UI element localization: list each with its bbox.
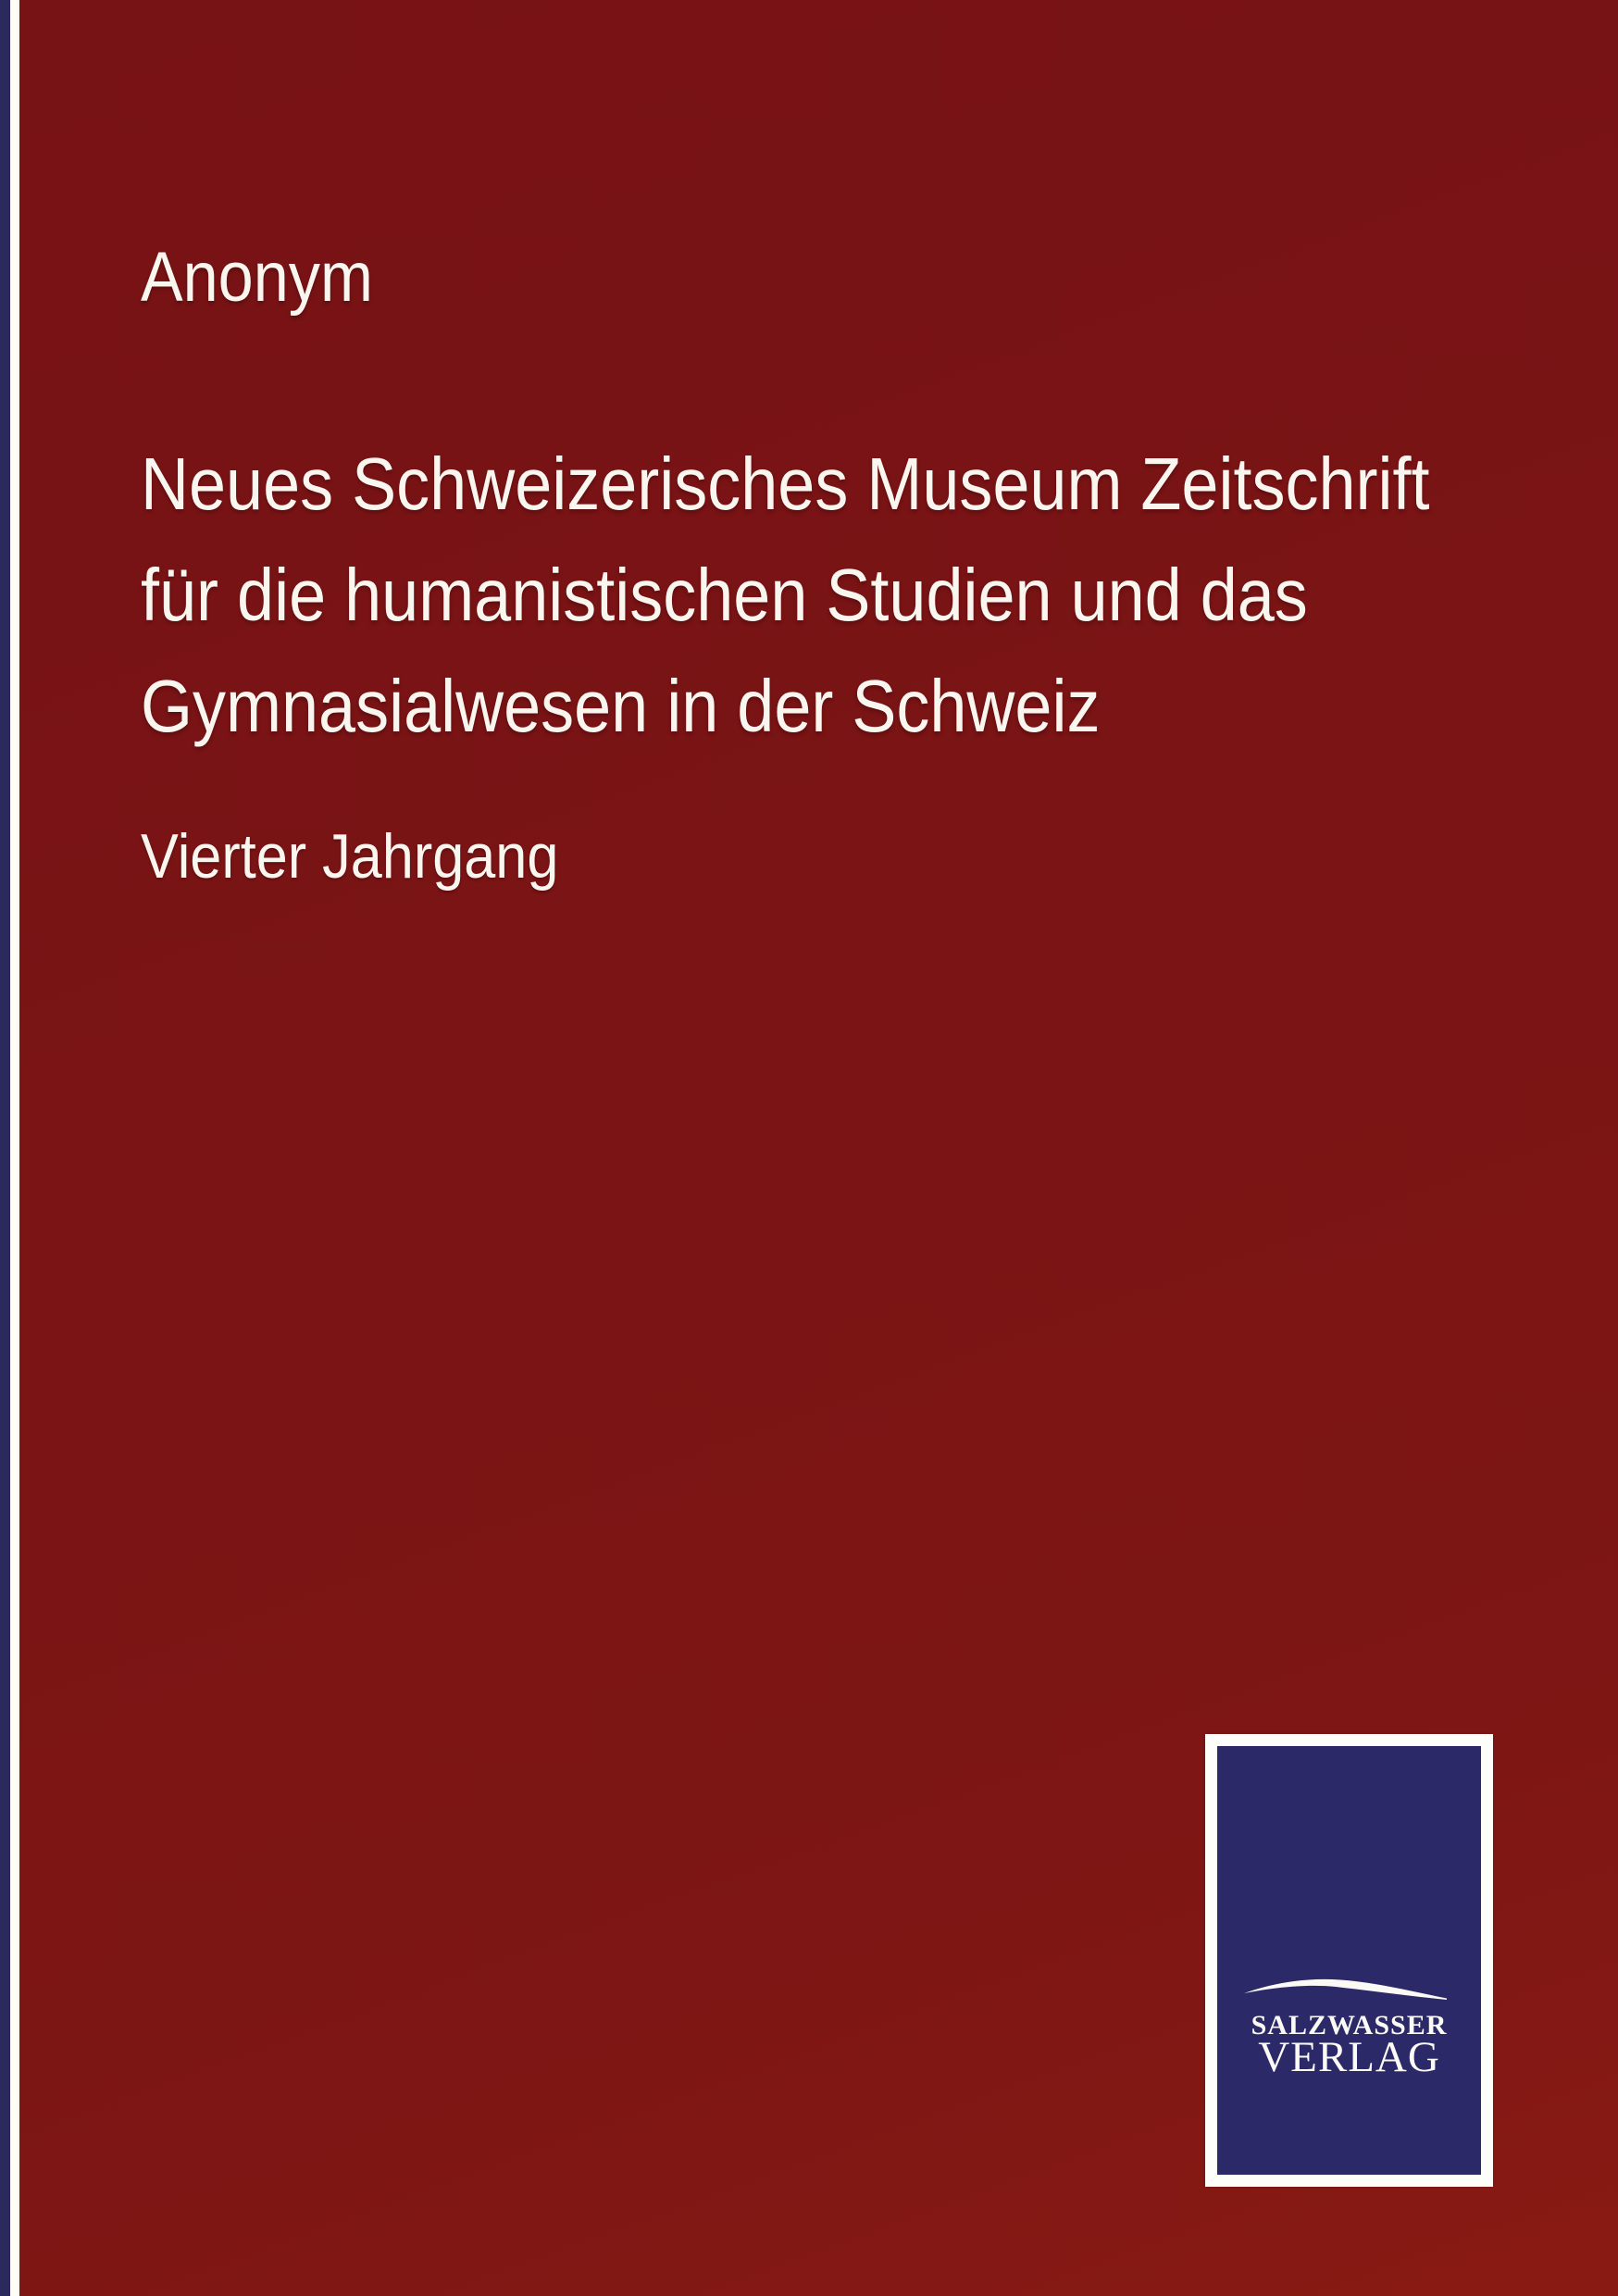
spine-stripe-navy xyxy=(0,0,10,2296)
spine-stripe-white xyxy=(10,0,19,2296)
title-line-2: für die humanistischen Studien und das xyxy=(141,554,1308,636)
author-name xyxy=(141,238,399,317)
publisher-logo xyxy=(1205,1734,1493,2187)
wave-swoosh-icon xyxy=(1243,1976,1449,2003)
publisher-name-line1: SALZWASSER xyxy=(1251,2010,1448,2040)
author-name-text: Anonym xyxy=(141,238,373,317)
title-line-3: Gymnasialwesen in der Schweiz xyxy=(141,665,1101,747)
subtitle: Vierter Jahrgang xyxy=(141,821,559,892)
publisher-name-line2: VERLAG xyxy=(1258,2033,1440,2081)
title-line-1: Neues Schweizerisches Museum Zeitschrift xyxy=(141,443,1430,525)
book-title xyxy=(141,429,1573,762)
